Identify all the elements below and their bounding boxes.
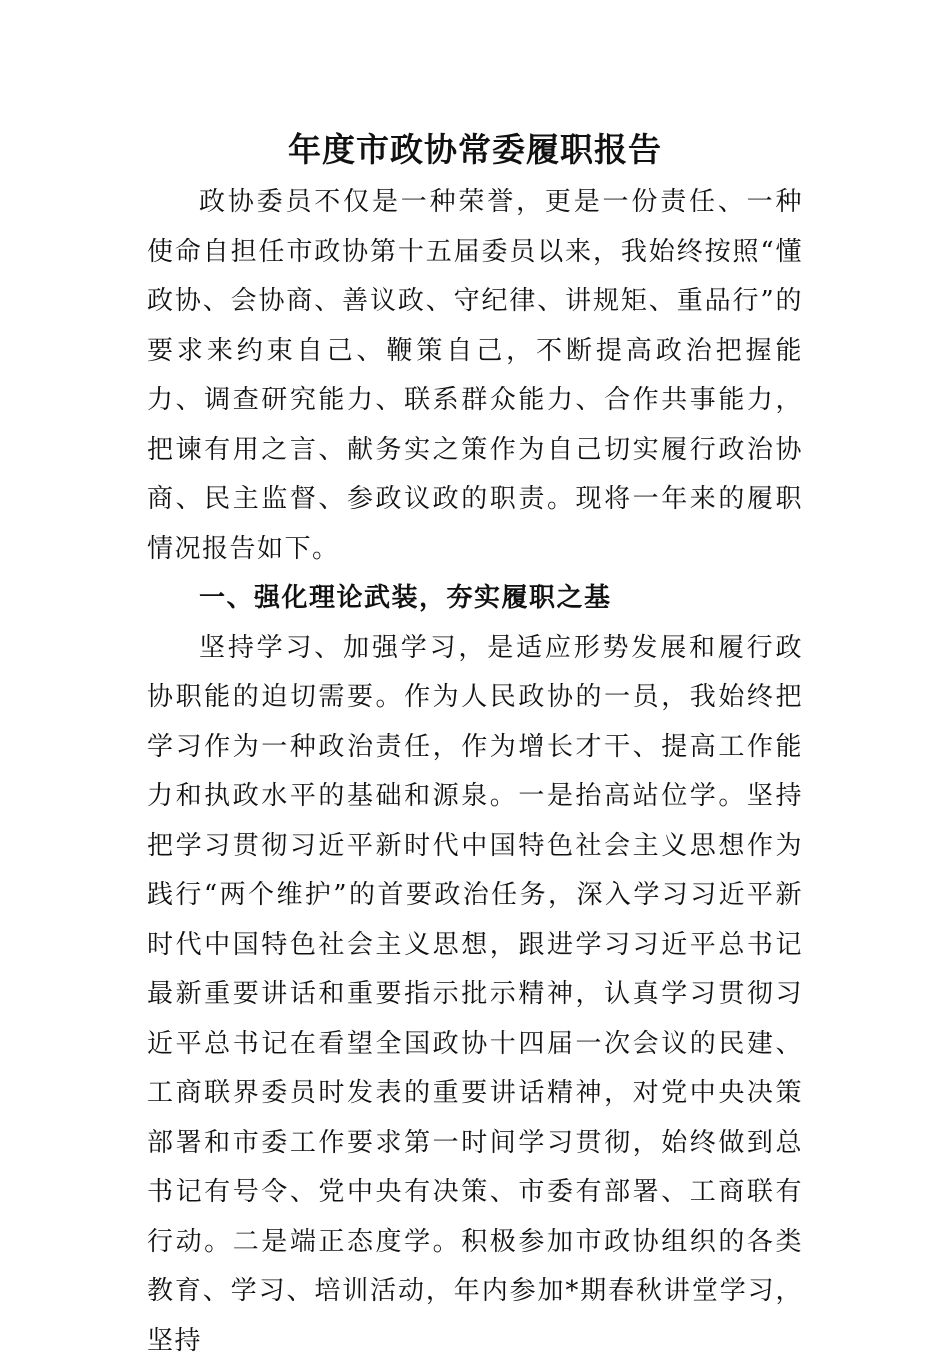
section-paragraph: 坚持学习、加强学习，是适应形势发展和履行政协职能的迫切需要。作为人民政协的一员，我始终把学习作为一种政治责任，作为增长才干、提高工作能力和执政水平的基础和源泉。一是抬高站位学。坚持把学习贯彻习近平新时代中国特色社会主义思想作为践行“两个维护”的首要政治任务，深入学习习近平新时代中国特色社会主义思想，跟进学习习近平总书记最新重要讲话和重要指示批示精神，认真学习贯彻习近平总书记在看望全国政协十四届一次会议的民建、工商联界委员时发表的重要讲话精神，对党中央决策部署和市委工作要求第一时间学习贯彻，始终做到总书记有号令、党中央有决策、市委有部署、工商联有行动。二是端正态度学。积极参加市政协组织的各类教育、学习、培训活动，年内参加*期春秋讲堂学习，坚持 (147, 624, 803, 1366)
section-heading: 一、强化理论武装，夯实履职之基 (147, 574, 803, 624)
intro-paragraph: 政协委员不仅是一种荣誉，更是一份责任、一种使命自担任市政协第十五届委员以来，我始终按照“懂政协、会协商、善议政、守纪律、讲规矩、重品行”的要求来约束自己、鞭策自己，不断提高政治把握能力、调查研究能力、联系群众能力、合作共事能力，把谏有用之言、献务实之策作为自己切实履行政治协商、民主监督、参政议政的职责。现将一年来的履职情况报告如下。 (147, 178, 803, 574)
document-body (147, 178, 803, 1366)
document-title: 年度市政协常委履职报告 (0, 124, 950, 176)
